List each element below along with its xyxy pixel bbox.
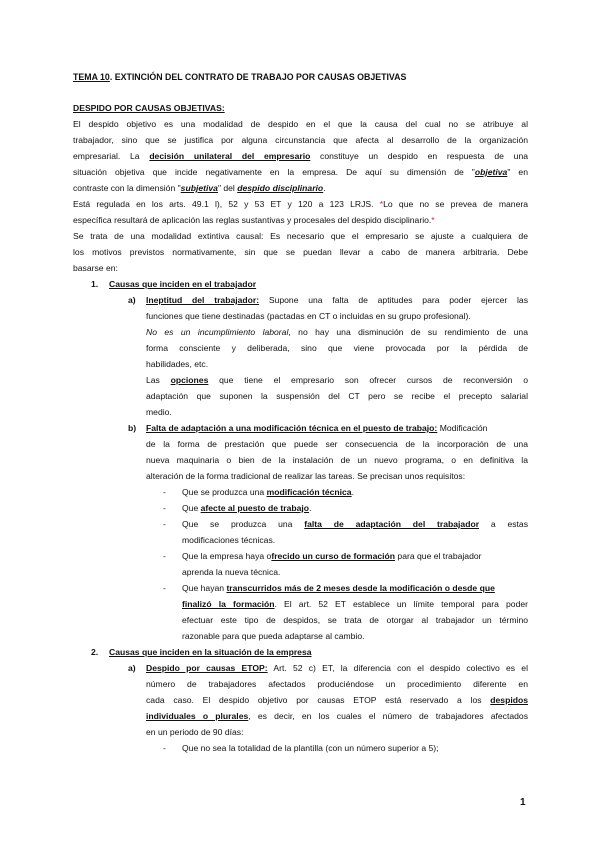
- cause1-a-line-5: habilidades, etc.: [146, 359, 209, 369]
- cause2-a-line-1: Despido por causas ETOP: Art. 52 c) ET, la diferencia con el despido colectivo es el: [146, 663, 528, 673]
- intro-line-7: específica resultará de aplicación las reglas sustantivas y procesales del despido disciplinario.*: [73, 215, 435, 225]
- cause2-number: 2.: [91, 647, 99, 657]
- req1-dash: -: [163, 487, 166, 497]
- cause2-a-line-5: en un periodo de 90 días:: [146, 727, 244, 737]
- intro-line-4: situación objetiva que incide negativamente en la empresa. De aquí su dimensión de "objetiva" en: [73, 167, 528, 177]
- req4-line-1: Que la empresa haya ofrecido un curso de formación para que el trabajador: [182, 551, 482, 561]
- req1: Que se produzca una modificación técnica.: [182, 487, 354, 497]
- cause1-b-line-4: alteración de la forma tradicional de realizar las tareas. Se precisan unos requisitos:: [146, 471, 466, 481]
- cause1-a-line-3: No es un incumplimiento laboral, no hay una disminución de su rendimiento de una: [146, 327, 528, 337]
- req5-line-1: Que hayan transcurridos más de 2 meses desde la modificación o desde que: [182, 583, 495, 593]
- cause1-b-line-1: Falta de adaptación a una modificación técnica en el puesto de trabajo: Modificación: [146, 423, 488, 433]
- cause1-a-letter: a): [128, 295, 136, 305]
- req3-line-2: modificaciones técnicas.: [182, 535, 276, 545]
- cause1-number: 1.: [91, 279, 99, 289]
- cause1-title: Causas que inciden en el trabajador: [109, 279, 257, 289]
- intro-line-3: empresarial. La decisión unilateral del empresario constituye un despido en respuesta de una: [73, 151, 528, 161]
- title-prefix: TEMA 10: [73, 72, 110, 82]
- intro-line-6: Está regulada en los arts. 49.1 l), 52 y 53 ET y 120 a 123 LRJS. *Lo que no se prevea de manera: [73, 199, 528, 209]
- page-title: [73, 71, 406, 83]
- intro-line-8: Se trata de una modalidad extintiva causal: Es necesario que el empresario se ajuste a cualquiera de: [73, 231, 528, 241]
- req2: Que afecte al puesto de trabajo.: [182, 503, 312, 513]
- req4-dash: -: [163, 551, 166, 561]
- cause1-a-line-8: medio.: [146, 407, 172, 417]
- cause1-b-line-2: de la forma de prestación que puede ser consecuencia de la incorporación de una: [146, 439, 528, 449]
- cause1-a-line-6: Las opciones que tiene el empresario son ofrecer cursos de reconversión o: [146, 375, 528, 385]
- cause1-a-line-4: forma consciente y deliberada, sino que viene provocada por la pérdida de: [146, 343, 528, 353]
- req3-dash: -: [163, 519, 166, 529]
- intro-line-1: El despido objetivo es una modalidad de despido en el que la causa del cual no se atribuye al: [73, 119, 528, 129]
- req3-line-1: Que se produzca una falta de adaptación del trabajador a estas: [182, 519, 528, 529]
- page-number: 1: [520, 797, 526, 808]
- cause1-a-line-7: adaptación que suponen la suspensión del CT pero se recibe el precepto salarial: [146, 391, 528, 401]
- req2-dash: -: [163, 503, 166, 513]
- title-rest: . EXTINCIÓN DEL CONTRATO DE TRABAJO POR CAUSAS OBJETIVAS: [109, 72, 407, 82]
- cause1-a-line-2: funciones que tiene destinadas (pactadas en CT o incluidas en su grupo profesional).: [146, 311, 471, 321]
- req4-line-2: aprenda la nueva técnica.: [182, 567, 281, 577]
- cause2-req1: Que no sea la totalidad de la plantilla (con un número superior a 5);: [182, 743, 439, 753]
- cause2-title: Causas que inciden en la situación de la empresa: [109, 647, 312, 657]
- req5-line-4: razonable para que pueda adaptarse al cambio.: [182, 631, 365, 641]
- section-heading: DESPIDO POR CAUSAS OBJETIVAS:: [73, 103, 225, 113]
- intro-line-5: contraste con la dimensión "subjetiva" del despido disciplinario.: [73, 183, 326, 193]
- req5-line-3: efectuar este tipo de despidos, se trata de otorgar al trabajador un término: [182, 615, 528, 625]
- cause2-a-letter: a): [128, 663, 136, 673]
- cause2-a-line-4: individuales o plurales, es decir, en los cuales el número de trabajadores afectados: [146, 711, 528, 721]
- cause2-a-line-3: cada caso. El despido objetivo por causas ETOP está reservado a los despidos: [146, 695, 528, 705]
- intro-line-10: basarse en:: [73, 263, 118, 273]
- req5-line-2: finalizó la formación. El art. 52 ET establece un límite temporal para poder: [182, 599, 528, 609]
- req5-dash: -: [163, 583, 166, 593]
- cause2-req1-dash: -: [163, 743, 166, 753]
- intro-line-9: los motivos previstos normativamente, sin que se puedan llevar a cabo de manera arbitraria. Debe: [73, 247, 528, 257]
- cause2-a-line-2: número de trabajadores afectados produciéndose un procedimiento diferente en: [146, 679, 528, 689]
- cause1-b-line-3: nueva maquinaria o bien de la instalación de un nuevo programa, o en definitiva la: [146, 455, 528, 465]
- cause1-a-line-1: Ineptitud del trabajador: Supone una falta de aptitudes para poder ejercer las: [146, 295, 528, 305]
- intro-line-2: trabajador, sino que se justifica por alguna circunstancia que afecta al desarrollo de la organización: [73, 135, 528, 145]
- cause1-b-letter: b): [128, 423, 137, 433]
